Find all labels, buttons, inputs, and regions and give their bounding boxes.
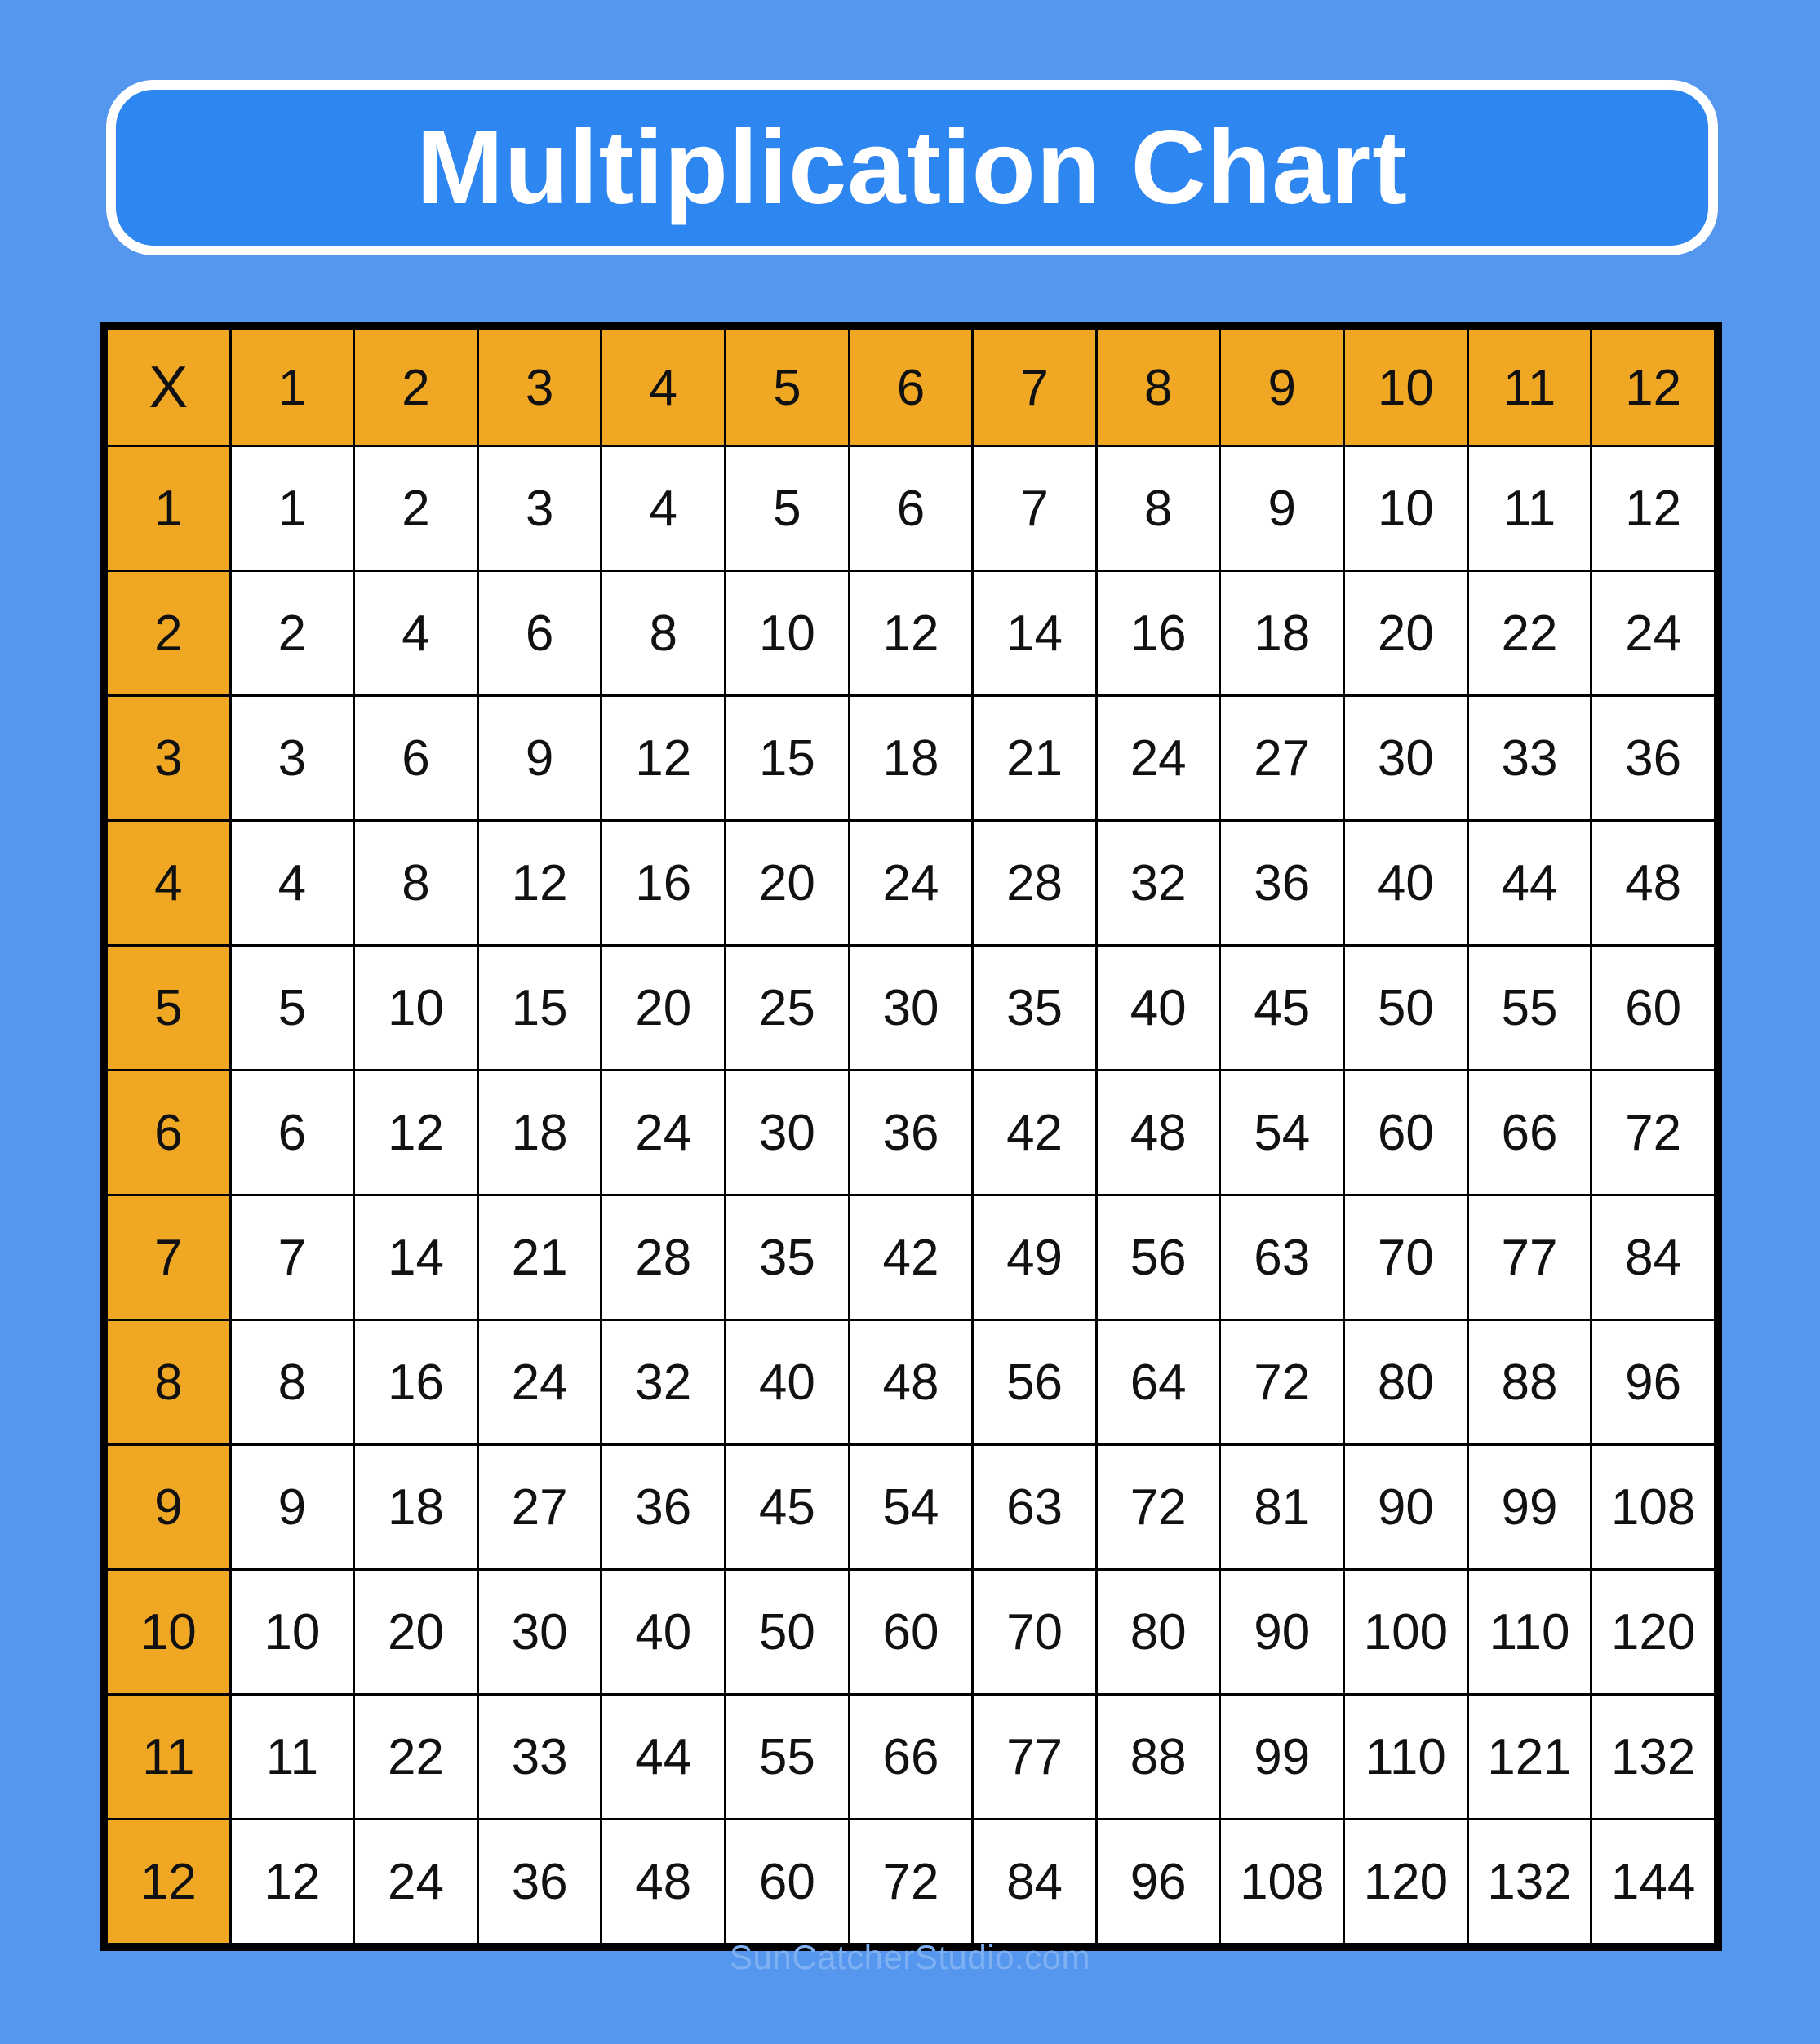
row-header-cell: 11 bbox=[107, 1695, 231, 1820]
product-cell: 22 bbox=[354, 1695, 478, 1820]
table-row bbox=[107, 946, 1716, 1071]
product-cell: 48 bbox=[601, 1820, 726, 1944]
row-header-cell: 10 bbox=[107, 1570, 231, 1695]
row-header-cell: 9 bbox=[107, 1445, 231, 1570]
product-cell: 60 bbox=[1591, 946, 1716, 1071]
product-cell: 24 bbox=[601, 1071, 726, 1195]
table-row bbox=[107, 1445, 1716, 1570]
product-cell: 18 bbox=[477, 1071, 601, 1195]
product-cell: 3 bbox=[477, 446, 601, 571]
row-header-cell: 5 bbox=[107, 946, 231, 1071]
product-cell: 49 bbox=[973, 1195, 1097, 1320]
product-cell: 8 bbox=[230, 1320, 354, 1445]
product-cell: 120 bbox=[1344, 1820, 1468, 1944]
product-cell: 84 bbox=[1591, 1195, 1716, 1320]
product-cell: 10 bbox=[230, 1570, 354, 1695]
product-cell: 4 bbox=[354, 571, 478, 696]
product-cell: 24 bbox=[477, 1320, 601, 1445]
product-cell: 40 bbox=[726, 1320, 850, 1445]
product-cell: 36 bbox=[477, 1820, 601, 1944]
product-cell: 110 bbox=[1344, 1695, 1468, 1820]
product-cell: 6 bbox=[849, 446, 973, 571]
product-cell: 56 bbox=[973, 1320, 1097, 1445]
product-cell: 30 bbox=[726, 1071, 850, 1195]
product-cell: 21 bbox=[973, 696, 1097, 821]
row-header-cell: 3 bbox=[107, 696, 231, 821]
row-header-cell: 7 bbox=[107, 1195, 231, 1320]
product-cell: 100 bbox=[1344, 1570, 1468, 1695]
product-cell: 12 bbox=[849, 571, 973, 696]
page-title: Multiplication Chart bbox=[416, 109, 1408, 226]
product-cell: 16 bbox=[601, 821, 726, 946]
product-cell: 9 bbox=[477, 696, 601, 821]
table-header-row bbox=[107, 330, 1716, 446]
product-cell: 55 bbox=[1467, 946, 1591, 1071]
product-cell: 6 bbox=[230, 1071, 354, 1195]
product-cell: 40 bbox=[1096, 946, 1220, 1071]
product-cell: 36 bbox=[601, 1445, 726, 1570]
product-cell: 24 bbox=[354, 1820, 478, 1944]
product-cell: 56 bbox=[1096, 1195, 1220, 1320]
product-cell: 10 bbox=[1344, 446, 1468, 571]
product-cell: 24 bbox=[849, 821, 973, 946]
product-cell: 99 bbox=[1220, 1695, 1344, 1820]
row-header-cell: 8 bbox=[107, 1320, 231, 1445]
multiplication-table-container bbox=[100, 322, 1722, 1951]
column-header-cell: 7 bbox=[973, 330, 1097, 446]
table-row bbox=[107, 1195, 1716, 1320]
product-cell: 88 bbox=[1096, 1695, 1220, 1820]
column-header-cell: 12 bbox=[1591, 330, 1716, 446]
product-cell: 63 bbox=[1220, 1195, 1344, 1320]
product-cell: 32 bbox=[601, 1320, 726, 1445]
product-cell: 42 bbox=[849, 1195, 973, 1320]
product-cell: 27 bbox=[1220, 696, 1344, 821]
product-cell: 70 bbox=[1344, 1195, 1468, 1320]
product-cell: 63 bbox=[973, 1445, 1097, 1570]
column-header-cell: 9 bbox=[1220, 330, 1344, 446]
table-corner-cell: X bbox=[107, 330, 231, 446]
product-cell: 50 bbox=[1344, 946, 1468, 1071]
product-cell: 108 bbox=[1220, 1820, 1344, 1944]
product-cell: 7 bbox=[973, 446, 1097, 571]
product-cell: 10 bbox=[726, 571, 850, 696]
product-cell: 120 bbox=[1591, 1570, 1716, 1695]
product-cell: 14 bbox=[973, 571, 1097, 696]
product-cell: 44 bbox=[1467, 821, 1591, 946]
product-cell: 77 bbox=[973, 1695, 1097, 1820]
product-cell: 42 bbox=[973, 1071, 1097, 1195]
product-cell: 16 bbox=[354, 1320, 478, 1445]
product-cell: 96 bbox=[1096, 1820, 1220, 1944]
product-cell: 9 bbox=[230, 1445, 354, 1570]
table-row bbox=[107, 446, 1716, 571]
product-cell: 72 bbox=[1591, 1071, 1716, 1195]
product-cell: 4 bbox=[230, 821, 354, 946]
column-header-cell: 10 bbox=[1344, 330, 1468, 446]
product-cell: 40 bbox=[601, 1570, 726, 1695]
product-cell: 5 bbox=[726, 446, 850, 571]
product-cell: 10 bbox=[354, 946, 478, 1071]
product-cell: 6 bbox=[354, 696, 478, 821]
product-cell: 22 bbox=[1467, 571, 1591, 696]
product-cell: 80 bbox=[1096, 1570, 1220, 1695]
table-row bbox=[107, 1820, 1716, 1944]
product-cell: 60 bbox=[726, 1820, 850, 1944]
product-cell: 35 bbox=[973, 946, 1097, 1071]
row-header-cell: 4 bbox=[107, 821, 231, 946]
product-cell: 81 bbox=[1220, 1445, 1344, 1570]
product-cell: 20 bbox=[726, 821, 850, 946]
product-cell: 18 bbox=[849, 696, 973, 821]
row-header-cell: 6 bbox=[107, 1071, 231, 1195]
product-cell: 72 bbox=[1220, 1320, 1344, 1445]
product-cell: 1 bbox=[230, 446, 354, 571]
row-header-cell: 1 bbox=[107, 446, 231, 571]
product-cell: 6 bbox=[477, 571, 601, 696]
product-cell: 21 bbox=[477, 1195, 601, 1320]
product-cell: 48 bbox=[849, 1320, 973, 1445]
product-cell: 132 bbox=[1591, 1695, 1716, 1820]
product-cell: 96 bbox=[1591, 1320, 1716, 1445]
product-cell: 60 bbox=[1344, 1071, 1468, 1195]
product-cell: 24 bbox=[1591, 571, 1716, 696]
product-cell: 7 bbox=[230, 1195, 354, 1320]
column-header-cell: 4 bbox=[601, 330, 726, 446]
product-cell: 2 bbox=[354, 446, 478, 571]
product-cell: 144 bbox=[1591, 1820, 1716, 1944]
product-cell: 66 bbox=[1467, 1071, 1591, 1195]
product-cell: 11 bbox=[1467, 446, 1591, 571]
product-cell: 121 bbox=[1467, 1695, 1591, 1820]
product-cell: 5 bbox=[230, 946, 354, 1071]
product-cell: 36 bbox=[1220, 821, 1344, 946]
site-credit: SunCatcherStudio.com bbox=[730, 1938, 1090, 1976]
product-cell: 70 bbox=[973, 1570, 1097, 1695]
row-header-cell: 12 bbox=[107, 1820, 231, 1944]
table-row bbox=[107, 1071, 1716, 1195]
product-cell: 99 bbox=[1467, 1445, 1591, 1570]
multiplication-table bbox=[105, 328, 1716, 1945]
product-cell: 48 bbox=[1591, 821, 1716, 946]
product-cell: 84 bbox=[973, 1820, 1097, 1944]
product-cell: 33 bbox=[1467, 696, 1591, 821]
product-cell: 16 bbox=[1096, 571, 1220, 696]
product-cell: 18 bbox=[1220, 571, 1344, 696]
product-cell: 12 bbox=[601, 696, 726, 821]
product-cell: 8 bbox=[601, 571, 726, 696]
product-cell: 20 bbox=[601, 946, 726, 1071]
product-cell: 35 bbox=[726, 1195, 850, 1320]
product-cell: 28 bbox=[973, 821, 1097, 946]
product-cell: 11 bbox=[230, 1695, 354, 1820]
table-row bbox=[107, 571, 1716, 696]
product-cell: 45 bbox=[1220, 946, 1344, 1071]
product-cell: 132 bbox=[1467, 1820, 1591, 1944]
product-cell: 55 bbox=[726, 1695, 850, 1820]
table-row bbox=[107, 821, 1716, 946]
column-header-cell: 1 bbox=[230, 330, 354, 446]
product-cell: 40 bbox=[1344, 821, 1468, 946]
product-cell: 54 bbox=[1220, 1071, 1344, 1195]
product-cell: 72 bbox=[849, 1820, 973, 1944]
product-cell: 20 bbox=[354, 1570, 478, 1695]
product-cell: 3 bbox=[230, 696, 354, 821]
product-cell: 15 bbox=[726, 696, 850, 821]
column-header-cell: 6 bbox=[849, 330, 973, 446]
table-row bbox=[107, 696, 1716, 821]
product-cell: 90 bbox=[1220, 1570, 1344, 1695]
column-header-cell: 11 bbox=[1467, 330, 1591, 446]
product-cell: 64 bbox=[1096, 1320, 1220, 1445]
product-cell: 108 bbox=[1591, 1445, 1716, 1570]
product-cell: 28 bbox=[601, 1195, 726, 1320]
product-cell: 27 bbox=[477, 1445, 601, 1570]
product-cell: 77 bbox=[1467, 1195, 1591, 1320]
product-cell: 72 bbox=[1096, 1445, 1220, 1570]
product-cell: 25 bbox=[726, 946, 850, 1071]
product-cell: 12 bbox=[477, 821, 601, 946]
product-cell: 30 bbox=[849, 946, 973, 1071]
table-row bbox=[107, 1320, 1716, 1445]
product-cell: 33 bbox=[477, 1695, 601, 1820]
product-cell: 30 bbox=[477, 1570, 601, 1695]
product-cell: 18 bbox=[354, 1445, 478, 1570]
product-cell: 44 bbox=[601, 1695, 726, 1820]
table-row bbox=[107, 1695, 1716, 1820]
product-cell: 15 bbox=[477, 946, 601, 1071]
product-cell: 12 bbox=[1591, 446, 1716, 571]
column-header-cell: 2 bbox=[354, 330, 478, 446]
column-header-cell: 8 bbox=[1096, 330, 1220, 446]
product-cell: 12 bbox=[230, 1820, 354, 1944]
column-header-cell: 5 bbox=[726, 330, 850, 446]
product-cell: 48 bbox=[1096, 1071, 1220, 1195]
product-cell: 110 bbox=[1467, 1570, 1591, 1695]
product-cell: 12 bbox=[354, 1071, 478, 1195]
table-row bbox=[107, 1570, 1716, 1695]
product-cell: 24 bbox=[1096, 696, 1220, 821]
product-cell: 54 bbox=[849, 1445, 973, 1570]
product-cell: 50 bbox=[726, 1570, 850, 1695]
product-cell: 60 bbox=[849, 1570, 973, 1695]
row-header-cell: 2 bbox=[107, 571, 231, 696]
product-cell: 20 bbox=[1344, 571, 1468, 696]
product-cell: 14 bbox=[354, 1195, 478, 1320]
title-banner bbox=[106, 80, 1718, 255]
product-cell: 66 bbox=[849, 1695, 973, 1820]
product-cell: 8 bbox=[354, 821, 478, 946]
product-cell: 8 bbox=[1096, 446, 1220, 571]
product-cell: 36 bbox=[849, 1071, 973, 1195]
product-cell: 30 bbox=[1344, 696, 1468, 821]
product-cell: 45 bbox=[726, 1445, 850, 1570]
product-cell: 2 bbox=[230, 571, 354, 696]
product-cell: 32 bbox=[1096, 821, 1220, 946]
product-cell: 4 bbox=[601, 446, 726, 571]
product-cell: 88 bbox=[1467, 1320, 1591, 1445]
product-cell: 36 bbox=[1591, 696, 1716, 821]
product-cell: 90 bbox=[1344, 1445, 1468, 1570]
product-cell: 9 bbox=[1220, 446, 1344, 571]
column-header-cell: 3 bbox=[477, 330, 601, 446]
product-cell: 80 bbox=[1344, 1320, 1468, 1445]
